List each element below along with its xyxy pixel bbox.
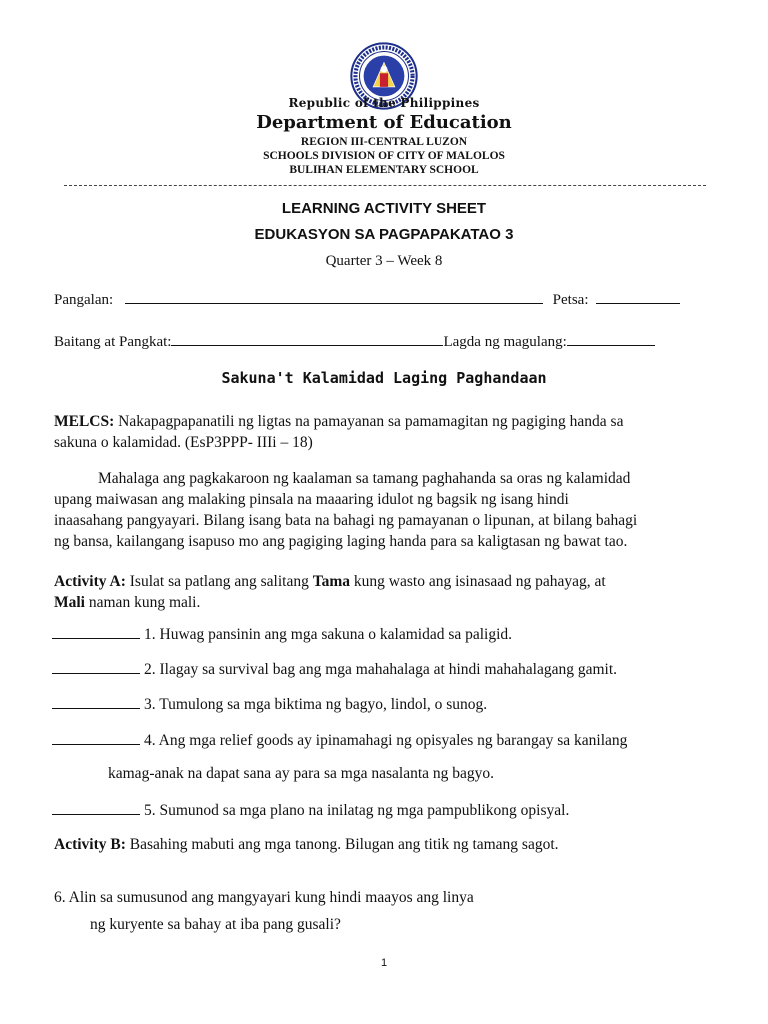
answer-blank-1[interactable] bbox=[52, 624, 140, 639]
tama-word: Tama bbox=[312, 573, 351, 590]
quarter-week: Quarter 3 – Week 8 bbox=[325, 253, 443, 269]
activity-b-text: Basahing mabuti ang mga tanong. Bilugan ang titik ng tamang sagot. bbox=[129, 836, 559, 853]
activity-a-item-5 bbox=[52, 800, 569, 820]
activity-a-instructions bbox=[54, 571, 718, 613]
intro-line-1: Mahalaga ang pagkakaroon ng kaalaman sa tamang paghahanda sa oras ng kalamidad bbox=[98, 470, 631, 487]
item-4-continuation: kamag-anak na dapat sana ay para sa mga nasalanta ng bagyo. bbox=[108, 765, 495, 782]
activity-a-instr-1: Isulat sa patlang ang salitang bbox=[129, 573, 309, 590]
activity-a-instr-3: naman kung mali. bbox=[88, 594, 201, 611]
answer-blank-5[interactable] bbox=[52, 800, 140, 815]
item-4-text: 4. Ang mga relief goods ay ipinamahagi ng opisyales ng barangay sa kanilang bbox=[144, 732, 628, 749]
answer-blank-3[interactable] bbox=[52, 694, 140, 709]
parent-signature-field[interactable] bbox=[567, 330, 655, 346]
item-2-text: 2. Ilagay sa survival bag ang mga mahahalaga at hindi mahahalagang gamit. bbox=[144, 661, 618, 678]
melcs-text-1: Nakapagpapanatili ng ligtas na pamayanan sa pamamagitan ng pagiging handa sa bbox=[118, 413, 624, 430]
activity-a-label: Activity A: bbox=[54, 573, 126, 590]
division-line: SCHOOLS DIVISION OF CITY OF MALOLOS bbox=[263, 150, 505, 162]
intro-line-4: ng bansa, kailangang isapuso mo ang pagiging laging handa para sa kaligtasan ng bawat tao. bbox=[54, 533, 628, 550]
name-label: Pangalan: bbox=[54, 292, 114, 308]
activity-a-item-2 bbox=[52, 659, 617, 679]
grade-section-field[interactable] bbox=[171, 330, 443, 346]
activity-a-instr-2: kung wasto ang isinasaad ng pahayag, at bbox=[353, 573, 606, 590]
grade-section-label: Baitang at Pangkat: bbox=[54, 334, 172, 350]
date-field[interactable] bbox=[596, 288, 680, 304]
name-field[interactable] bbox=[125, 288, 543, 304]
mali-word: Mali bbox=[54, 594, 85, 611]
grade-row bbox=[54, 330, 655, 351]
intro-line-3: inaasahang pangyayari. Bilang isang bata na bahagi ng pamayanan o lipunan, at bilang bahagi bbox=[54, 512, 638, 529]
activity-b-label: Activity B: bbox=[54, 836, 126, 853]
melcs-text-2: sakuna o kalamidad. (EsP3PPP- IIIi – 18) bbox=[54, 434, 313, 451]
header-divider bbox=[64, 185, 706, 186]
item-1-text: 1. Huwag pansinin ang mga sakuna o kalamidad sa paligid. bbox=[144, 626, 513, 643]
page-number: 1 bbox=[380, 957, 388, 969]
name-row bbox=[54, 288, 680, 309]
intro-paragraph bbox=[54, 468, 718, 552]
melcs-label: MELCS: bbox=[54, 413, 115, 430]
parent-signature-label: Lagda ng magulang: bbox=[443, 334, 567, 350]
activity-a-item-1 bbox=[52, 624, 512, 644]
region-line: REGION III-CENTRAL LUZON bbox=[300, 136, 468, 148]
melcs-block bbox=[54, 411, 718, 453]
activity-a-item-3 bbox=[52, 694, 487, 714]
intro-line-2: upang maiwasan ang malaking pinsala na maaaring idulot ng bagsik ng isang hindi bbox=[54, 491, 569, 508]
item-5-text: 5. Sumunod sa mga plano na inilatag ng mga pampublikong opisyal. bbox=[144, 802, 570, 819]
item-3-text: 3. Tumulong sa mga biktima ng bagyo, lindol, o sunog. bbox=[144, 696, 488, 713]
date-label: Petsa: bbox=[552, 292, 589, 308]
question-6-line-2: ng kuryente sa bahay at iba pang gusali? bbox=[90, 916, 341, 933]
subject-title: EDUKASYON SA PAGPAPAKATAO 3 bbox=[254, 226, 514, 243]
sheet-title: LEARNING ACTIVITY SHEET bbox=[281, 200, 487, 217]
school-line: BULIHAN ELEMENTARY SCHOOL bbox=[289, 164, 479, 176]
republic-line: Republic of the Philippines bbox=[288, 96, 480, 110]
activity-a-item-4 bbox=[52, 730, 627, 750]
lesson-title: Sakuna't Kalamidad Laging Paghandaan bbox=[221, 369, 547, 387]
activity-b-instructions bbox=[54, 836, 559, 854]
department-title: Department of Education bbox=[256, 112, 512, 133]
answer-blank-4[interactable] bbox=[52, 730, 140, 745]
question-6-line-1: 6. Alin sa sumusunod ang mangyayari kung hindi maayos ang linya bbox=[54, 889, 474, 906]
answer-blank-2[interactable] bbox=[52, 659, 140, 674]
